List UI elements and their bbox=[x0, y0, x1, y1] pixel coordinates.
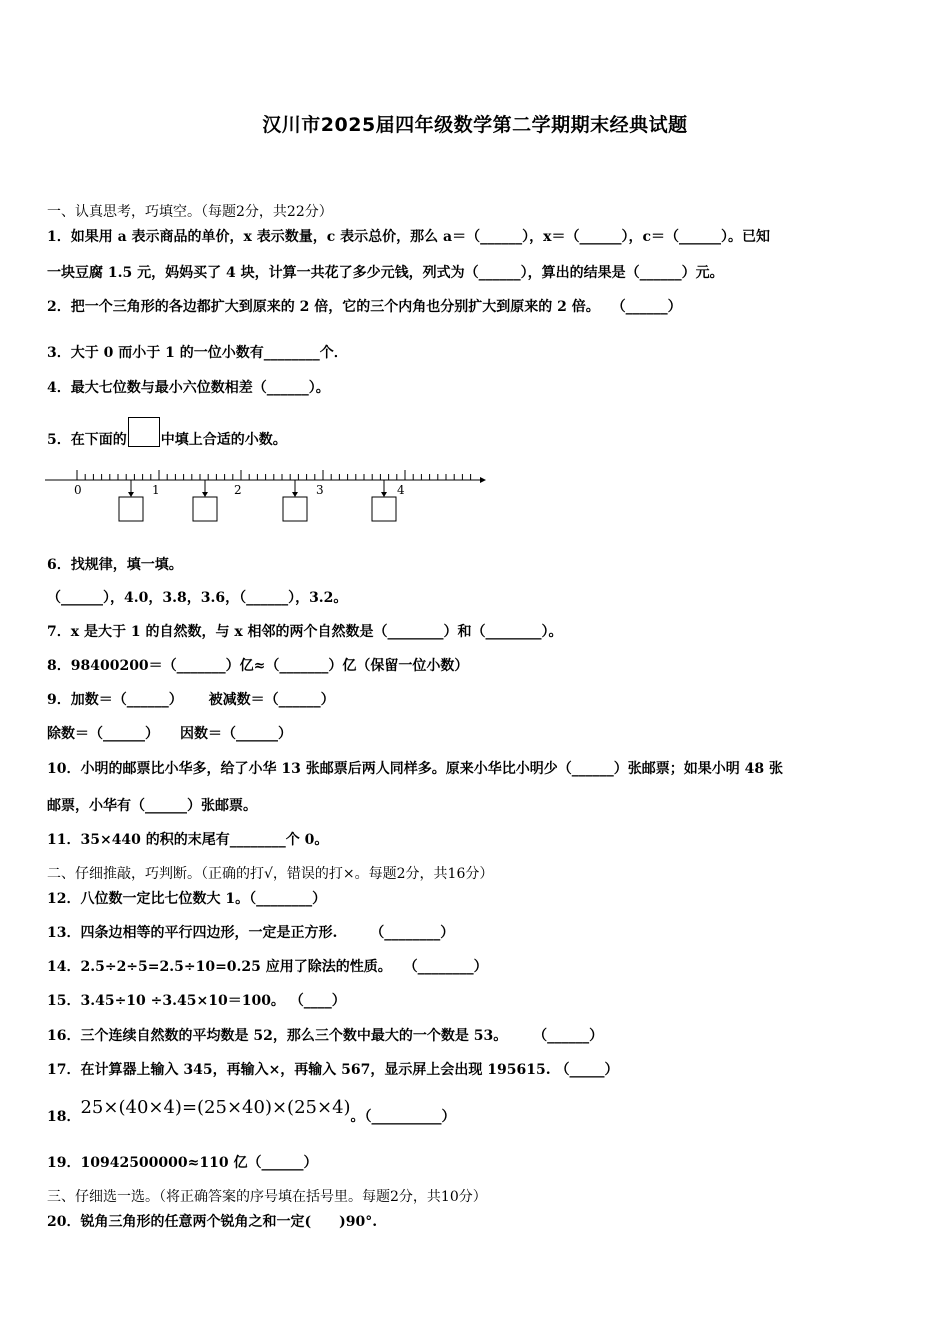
answer-box-2[interactable] bbox=[193, 497, 217, 521]
question-5-text-post: 中填上合适的小数。 bbox=[160, 432, 287, 448]
section-3-heading: 三、仔细选一选。（将正确答案的序号填在括号里。每题2分，共10分） bbox=[47, 1189, 487, 1205]
question-18-equation: 25×(40×4)=(25×40)×(25×4) bbox=[80, 1097, 351, 1118]
question-18-answer: 。（__________） bbox=[350, 1109, 456, 1125]
question-20: 20．锐角三角形的任意两个锐角之和一定( )90°. bbox=[47, 1214, 378, 1230]
question-6-sequence: （______），4.0，3.8，3.6，（______），3.2。 bbox=[47, 590, 348, 606]
question-1-line-1: 1．如果用 a 表示商品的单价，x 表示数量，c 表示总价，那么 a＝（______），x＝（______），c＝（______）。已知 bbox=[47, 229, 770, 245]
answer-box-3[interactable] bbox=[283, 497, 307, 521]
question-4: 4．最大七位数与最小六位数相差（______）。 bbox=[47, 380, 330, 396]
question-8: 8．98400200＝（_______）亿≈（_______）亿（保留一位小数） bbox=[47, 658, 469, 674]
question-16: 16．三个连续自然数的平均数是 52，那么三个数中最大的一个数是 53。 （______） bbox=[47, 1028, 604, 1044]
number-line-label-3: 3 bbox=[316, 483, 324, 497]
question-9-line-1: 9．加数＝（______） 被减数＝（______） bbox=[47, 692, 335, 708]
question-15: 15．3.45÷10 ÷3.45×10＝100。 （____） bbox=[47, 993, 346, 1009]
question-10-line-2: 邮票，小华有（______）张邮票。 bbox=[47, 798, 257, 814]
number-line-arrowhead bbox=[480, 477, 486, 483]
question-14: 14．2.5÷2÷5=2.5÷10=0.25 应用了除法的性质。 （________） bbox=[47, 959, 488, 975]
answer-box-sample bbox=[128, 417, 160, 447]
number-line bbox=[40, 462, 500, 526]
question-1-line-2: 一块豆腐 1.5 元，妈妈买了 4 块，计算一共花了多少元钱，列式为（______），算出的结果是（______）元。 bbox=[47, 265, 724, 281]
number-line-label-0: 0 bbox=[74, 483, 82, 497]
question-5 bbox=[47, 425, 287, 455]
page-title: 汉川市2025届四年级数学第二学期期末经典试题 bbox=[262, 114, 688, 136]
number-line-label-4: 4 bbox=[397, 483, 405, 497]
question-9-line-2: 除数＝（______） 因数＝（______） bbox=[47, 726, 292, 742]
answer-box-4[interactable] bbox=[372, 497, 396, 521]
pointer-arrowhead-3 bbox=[292, 492, 298, 497]
question-19: 19．10942500000≈110 亿（______） bbox=[47, 1155, 318, 1171]
question-18 bbox=[47, 1097, 456, 1125]
question-12: 12．八位数一定比七位数大 1。（________） bbox=[47, 891, 327, 907]
question-2: 2．把一个三角形的各边都扩大到原来的 2 倍，它的三个内角也分别扩大到原来的 2 倍。 （______） bbox=[47, 299, 682, 315]
number-line-label-2: 2 bbox=[234, 483, 242, 497]
pointer-arrowhead-2 bbox=[202, 492, 208, 497]
question-13: 13．四条边相等的平行四边形，一定是正方形. （________） bbox=[47, 925, 455, 941]
question-7: 7．x 是大于 1 的自然数，与 x 相邻的两个自然数是（________）和（________）。 bbox=[47, 624, 563, 640]
number-line-label-1: 1 bbox=[152, 483, 160, 497]
section-2-heading: 二、仔细推敲，巧判断。（正确的打√，错误的打×。每题2分，共16分） bbox=[47, 866, 494, 882]
question-5-text-pre: 5．在下面的 bbox=[47, 432, 127, 448]
question-17: 17．在计算器上输入 345，再输入×，再输入 567，显示屏上会出现 195615. （_____） bbox=[47, 1062, 619, 1078]
section-1-heading: 一、认真思考，巧填空。（每题2分，共22分） bbox=[47, 204, 333, 220]
question-11: 11．35×440 的积的末尾有________个 0。 bbox=[47, 832, 329, 848]
question-10-line-1: 10．小明的邮票比小华多，给了小华 13 张邮票后两人同样多。原来小华比小明少（______）张邮票；如果小明 48 张 bbox=[47, 761, 783, 777]
answer-box-1[interactable] bbox=[119, 497, 143, 521]
question-3: 3．大于 0 而小于 1 的一位小数有________个． bbox=[47, 345, 348, 361]
pointer-arrowhead-1 bbox=[128, 492, 134, 497]
pointer-arrowhead-4 bbox=[381, 492, 387, 497]
question-6: 6．找规律，填一填。 bbox=[47, 557, 183, 573]
question-18-number: 18． bbox=[47, 1109, 81, 1125]
